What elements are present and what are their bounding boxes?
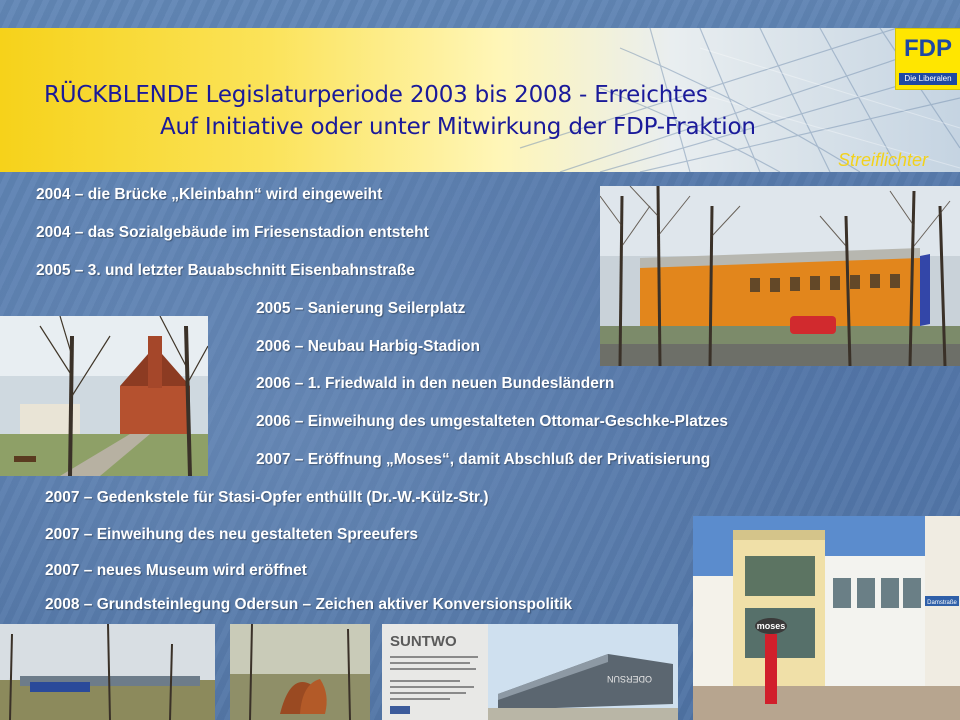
odersun-wall-text: ODERSUN — [606, 674, 652, 684]
photo-bridge-kleinbahn — [0, 624, 215, 720]
photo-stadium-building — [600, 186, 960, 366]
list-item: 2006 – 1. Friedwald in den neuen Bundesländern — [256, 375, 615, 392]
logo-tagline: Die Liberalen — [899, 73, 957, 85]
list-item: 2007 – Einweihung des neu gestalteten Spreeufers — [45, 526, 418, 543]
header-banner — [0, 28, 960, 172]
fdp-logo — [895, 28, 960, 90]
list-item: 2005 – Sanierung Seilerplatz — [256, 300, 466, 317]
photo-odersun-building — [488, 624, 678, 720]
photo-moses-shopping-center — [693, 516, 960, 720]
list-item: 2006 – Neubau Harbig-Stadion — [256, 338, 480, 355]
title-line-2: Auf Initiative oder unter Mitwirkung der FDP-Fraktion — [160, 114, 756, 140]
logo-text: FDP — [904, 35, 952, 62]
title-line-1: RÜCKBLENDE Legislaturperiode 2003 bis 2008 - Erreichtes — [44, 82, 708, 108]
suntwo-sign-text: SUNTWO — [390, 633, 457, 650]
subtitle-streiflichter: Streiflichter — [837, 150, 928, 170]
list-item: 2005 – 3. und letzter Bauabschnitt Eisenbahnstraße — [36, 262, 416, 279]
moses-sign-text: moses — [756, 621, 786, 631]
photo-church-park — [0, 316, 208, 476]
list-item: 2007 – Gedenkstele für Stasi-Opfer enthüllt (Dr.-W.-Külz-Str.) — [45, 489, 489, 506]
photo-memorial-sculpture — [230, 624, 370, 720]
street-sign-text: Damstraße — [927, 600, 957, 606]
list-item: 2006 – Einweihung des umgestalteten Ottomar-Geschke-Platzes — [256, 413, 729, 430]
list-item: 2008 – Grundsteinlegung Odersun – Zeichen aktiver Konversionspolitik — [45, 596, 573, 613]
list-item: 2007 – Eröffnung „Moses“, damit Abschluß der Privatisierung — [256, 451, 711, 468]
photo-suntwo-sign — [382, 624, 488, 720]
list-item: 2004 – die Brücke „Kleinbahn“ wird eingeweiht — [36, 186, 383, 203]
list-item: 2007 – neues Museum wird eröffnet — [45, 562, 307, 579]
list-item: 2004 – das Sozialgebäude im Friesenstadion entsteht — [36, 224, 429, 241]
